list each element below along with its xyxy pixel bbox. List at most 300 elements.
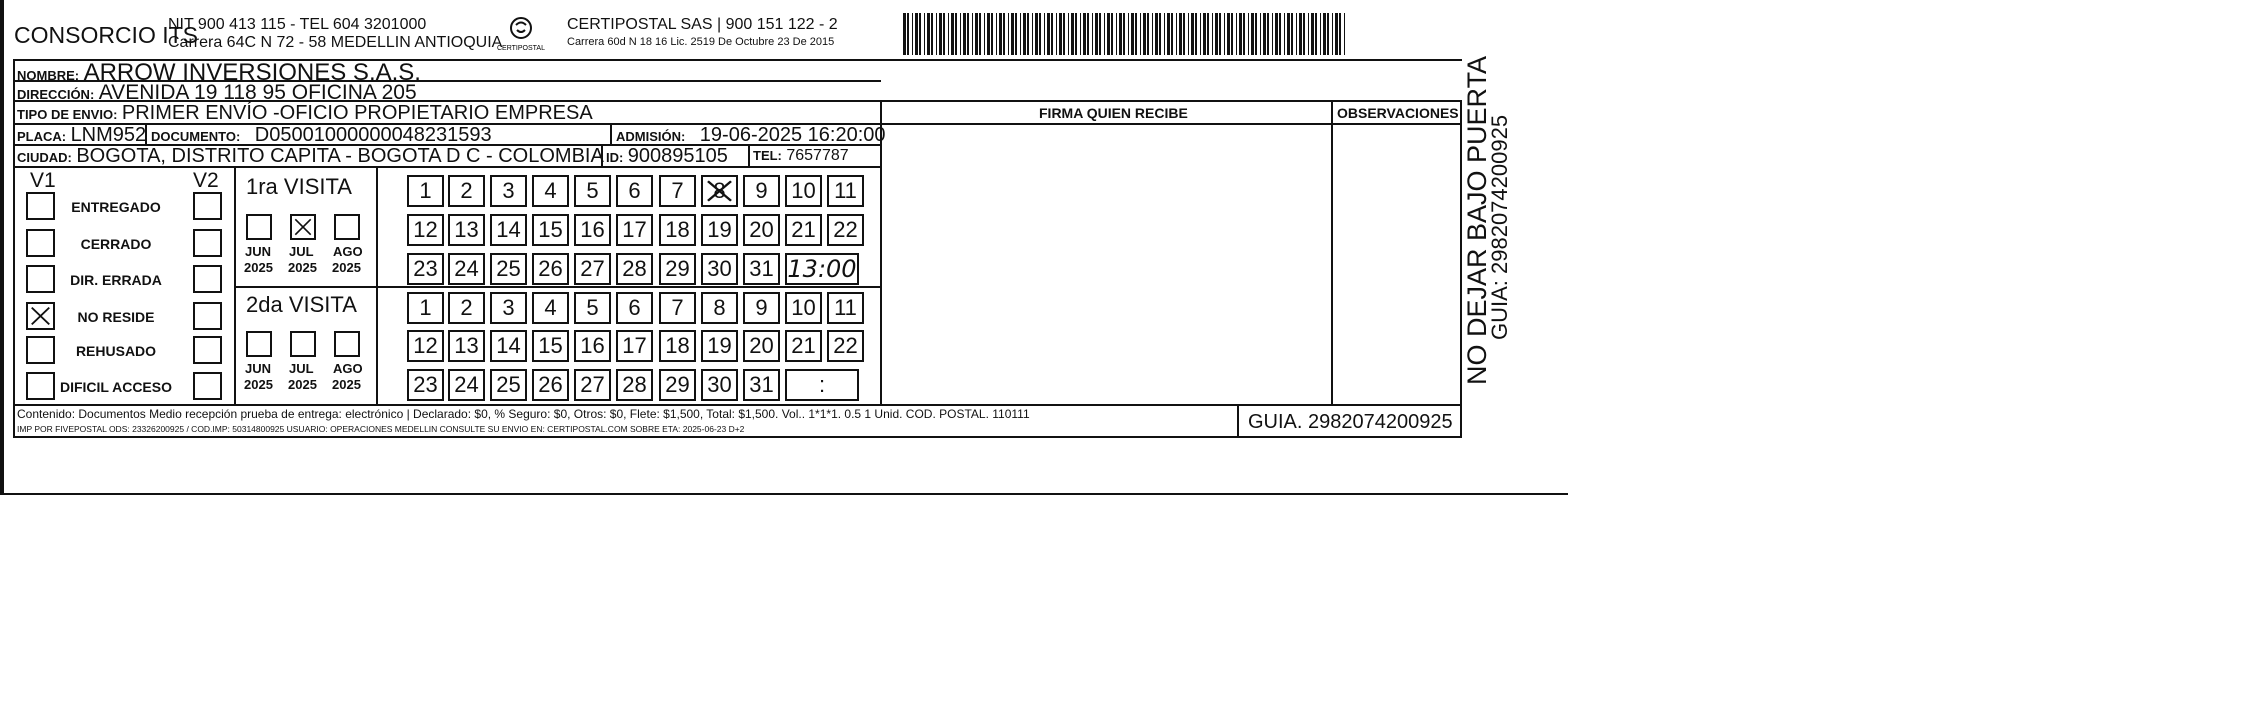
day-number: 3 [502,295,515,320]
paper-left-edge [0,0,4,495]
barcode-bar [1311,13,1314,55]
barcode-bar [1291,13,1293,55]
tel-value: 7657787 [786,147,849,164]
recipient-address: AVENIDA 19 118 95 OFICINA 205 [98,81,417,104]
day-number: 14 [496,333,521,358]
time-box[interactable] [785,253,859,285]
day-box[interactable] [448,214,485,246]
day-number: 5 [586,178,599,203]
day-number: 28 [622,372,647,397]
barcode-bar [1332,13,1333,55]
month-label: JUL [289,244,314,259]
barcode-bar [1275,13,1278,55]
tel-label: TEL: [753,148,782,163]
shipping-type: PRIMER ENVÍO -OFICIO PROPIETARIO EMPRESA [121,102,593,124]
day-number: 25 [496,372,521,397]
barcode-bar [1287,13,1290,55]
day-box[interactable] [701,292,738,324]
col-months-right [376,166,378,405]
day-box[interactable] [407,175,444,207]
day-number: 15 [538,217,563,242]
barcode-bar [1243,13,1245,55]
year-label: 2025 [332,260,361,275]
plate-field [17,125,146,145]
day-number: 18 [665,217,690,242]
certipostal-logo [490,14,552,54]
day-number: 19 [707,217,732,242]
barcode-bar [1203,13,1206,55]
barcode-bar [1239,13,1242,55]
company-nit: NIT 900 413 115 - TEL 604 3201000 [168,16,427,33]
barcode-bar [996,13,997,55]
barcode-bar [1323,13,1326,55]
v2-label: V2 [193,169,219,192]
carrier-name: CERTIPOSTAL SAS | 900 151 122 - 2 [567,16,838,33]
signature-header: FIRMA QUIEN RECIBE [1039,105,1188,121]
barcode-bar [927,13,930,55]
barcode-bar [1099,13,1101,55]
barcode-bar [1104,13,1105,55]
barcode-bar [1027,13,1029,55]
day-number: 18 [665,333,690,358]
v2-checkbox[interactable] [193,192,222,220]
admission-label: ADMISIÓN: [616,129,686,144]
day-box[interactable] [659,253,696,285]
barcode-bar [903,13,906,55]
year-label: 2025 [244,377,273,392]
day-number: 12 [413,217,438,242]
day-box[interactable] [701,330,738,362]
col-observations-left [1331,100,1333,405]
day-box[interactable] [490,292,527,324]
barcode-bar [936,13,937,55]
barcode-bar [1179,13,1182,55]
visit-divider [234,286,881,288]
observations-header: OBSERVACIONES [1337,105,1459,121]
day-box[interactable] [659,175,696,207]
paper-bottom-edge [0,493,1568,495]
day-box[interactable] [490,369,527,401]
day-number: 27 [580,256,605,281]
barcode-bar [1155,13,1158,55]
day-number: 30 [707,256,732,281]
company-address: Carrera 64C N 72 - 58 MEDELLIN ANTIOQUIA [168,34,503,51]
barcode-bar [1200,13,1201,55]
day-box[interactable] [659,330,696,362]
barcode-bar [1299,13,1302,55]
day-box[interactable] [574,369,611,401]
month-label: AGO [333,361,363,376]
day-box[interactable] [616,175,653,207]
day-box[interactable] [616,292,653,324]
barcode-bar [1308,13,1309,55]
day-box[interactable] [448,369,485,401]
footer-top [13,404,1462,406]
day-number: 31 [749,256,774,281]
admission-field [616,125,886,145]
day-box[interactable] [701,214,738,246]
side-guia: GUIA: 2982074200925 [1487,114,1512,340]
barcode-bar [1279,13,1281,55]
col-status-right [234,166,236,405]
day-number: 4 [544,178,557,203]
barcode-bar [1044,13,1045,55]
barcode-bar [1116,13,1117,55]
plate-label: PLACA: [17,129,67,144]
day-box[interactable] [407,253,444,285]
company-name: CONSORCIO ITS [14,22,199,48]
day-number: 25 [496,256,521,281]
time-box[interactable] [785,369,859,401]
recipient-name: ARROW INVERSIONES S.A.S. [83,59,421,86]
barcode-bar [1131,13,1134,55]
barcode-bar [919,13,921,55]
day-number: 22 [833,333,858,358]
barcode-bar [1224,13,1225,55]
plate-value: LNM952 [70,124,147,146]
barcode-bar [1344,13,1345,55]
barcode-bar [1335,13,1338,55]
month-checkbox[interactable] [290,214,316,240]
day-box[interactable] [532,330,569,362]
day-number: 4 [544,295,557,320]
day-number: 31 [749,372,774,397]
day-box[interactable] [743,330,780,362]
day-number: 21 [791,333,816,358]
day-box[interactable] [574,214,611,246]
month-label: JUN [245,361,272,376]
day-number: 20 [749,217,774,242]
day-box[interactable] [659,369,696,401]
day-box[interactable] [616,214,653,246]
day-box[interactable] [785,175,822,207]
v2-checkbox[interactable] [193,372,222,400]
barcode-bar [1191,13,1194,55]
day-box[interactable] [827,292,864,324]
day-box[interactable] [701,253,738,285]
barcode-bar [1107,13,1110,55]
barcode-bar [1236,13,1237,55]
day-box[interactable] [532,253,569,285]
day-box[interactable] [827,214,864,246]
day-number: 2 [460,295,473,320]
day-number: 23 [413,256,438,281]
day-box[interactable] [785,292,822,324]
barcode [903,13,1349,55]
id-value: 900895105 [627,145,728,167]
barcode-bar [948,13,949,55]
barcode-bar [1003,13,1005,55]
day-box[interactable] [532,369,569,401]
barcode-bar [1267,13,1269,55]
year-label: 2025 [244,260,273,275]
year-label: 2025 [288,377,317,392]
day-number: 26 [538,256,563,281]
day-box[interactable] [448,292,485,324]
barcode-bar [1272,13,1273,55]
barcode-bar [1092,13,1093,55]
time-value: : [818,372,826,397]
day-box[interactable] [490,330,527,362]
day-box[interactable] [827,175,864,207]
day-box[interactable] [532,214,569,246]
name-label: NOMBRE: [17,68,80,83]
day-box[interactable] [743,253,780,285]
day-number: 1 [419,295,432,320]
barcode-bar [1008,13,1009,55]
day-box[interactable] [407,214,444,246]
day-number: 7 [671,178,684,203]
day-number: 1 [419,178,432,203]
day-box[interactable] [574,175,611,207]
day-number: 12 [413,333,438,358]
day-box[interactable] [407,369,444,401]
barcode-bar [1176,13,1177,55]
document-label: DOCUMENTO: [151,129,241,144]
barcode-bar [1195,13,1197,55]
shipping-type-row [17,103,593,123]
time-value: 13:00 [787,255,857,283]
footer-imp: IMP POR FIVEPOSTAL ODS: 23326200925 / COD.IMP: 50314800925 USUARIO: OPERACIONES MEDELLIN CONSULTE SU ENVIO EN: CERTIPOSTAL.COM SOBRE ETA: 2025-06-23 D+2 [17,424,745,434]
barcode-bar [1171,13,1173,55]
shipping-type-label: TIPO DE ENVIO: [17,107,118,122]
v2-checkbox[interactable] [193,265,222,293]
barcode-bar [975,13,978,55]
day-number: 11 [834,178,857,203]
footer-guia: GUIA. 2982074200925 [1248,411,1453,433]
v2-checkbox[interactable] [193,229,222,257]
barcode-bar [1015,13,1017,55]
day-number: 8 [713,178,726,203]
barcode-bar [1119,13,1122,55]
day-number: 13 [454,217,479,242]
barcode-bar [1023,13,1026,55]
barcode-bar [960,13,961,55]
col-guia-left [1237,404,1239,437]
footer-content: Contenido: Documentos Medio recepción prueba de entrega: electrónico | Declarado: $0, % Seguro: $0, Otros: $0, Flete: $1,500, Total: $1,500. Vol.. 1*1*1. 0.5 1 Unid. COD. POSTAL. 110111 [17,407,1030,421]
barcode-bar [1083,13,1086,55]
month-checkbox[interactable] [334,331,360,357]
status-label: DIFICIL ACCESO [59,379,172,395]
barcode-bar [1215,13,1218,55]
visit1-title: 1ra VISITA [246,174,352,199]
barcode-bar [1068,13,1069,55]
barcode-bar [912,13,913,55]
day-number: 6 [628,178,641,203]
day-number: 15 [538,333,563,358]
v2-checkbox[interactable] [193,336,222,364]
barcode-bar [1339,13,1341,55]
day-number: 10 [791,295,816,320]
status-label: DIR. ERRADA [70,272,162,288]
month-checkbox[interactable] [246,331,272,357]
day-box[interactable] [532,175,569,207]
day-number: 27 [580,372,605,397]
col-admission-divider [610,123,612,145]
barcode-bar [1315,13,1317,55]
day-number: 13 [454,333,479,358]
barcode-bar [1219,13,1221,55]
day-box[interactable] [743,369,780,401]
day-number: 8 [713,295,726,320]
status-label: CERRADO [80,236,152,252]
day-number: 16 [580,333,605,358]
day-number: 17 [622,333,647,358]
month-label: AGO [333,244,363,259]
barcode-bar [1063,13,1065,55]
barcode-bar [972,13,973,55]
day-number: 16 [580,217,605,242]
day-box[interactable] [574,330,611,362]
day-number: 10 [791,178,816,203]
month-checkbox[interactable] [290,331,316,357]
barcode-bar [1159,13,1161,55]
barcode-bar [1327,13,1329,55]
day-box[interactable] [701,175,738,207]
barcode-bar [1111,13,1113,55]
day-number: 11 [834,295,857,320]
day-number: 29 [665,256,690,281]
barcode-bar [939,13,942,55]
day-box[interactable] [616,253,653,285]
barcode-bar [963,13,966,55]
v2-checkbox[interactable] [193,302,222,330]
day-box[interactable] [659,214,696,246]
day-box[interactable] [659,292,696,324]
barcode-bar [991,13,993,55]
day-box[interactable] [574,292,611,324]
barcode-bar [924,13,925,55]
barcode-bar [1227,13,1230,55]
barcode-bar [1167,13,1170,55]
frame-bottom [13,436,1462,438]
city-label: CIUDAD: [17,150,72,165]
day-number: 2 [460,178,473,203]
barcode-bar [1059,13,1062,55]
day-number: 24 [454,372,479,397]
status-label: REHUSADO [75,343,157,359]
barcode-bar [1320,13,1321,55]
day-box[interactable] [448,253,485,285]
day-box[interactable] [407,292,444,324]
day-box[interactable] [448,175,485,207]
barcode-bar [1095,13,1098,55]
day-number: 28 [622,256,647,281]
day-box[interactable] [743,292,780,324]
month-checkbox[interactable] [246,214,272,240]
year-label: 2025 [288,260,317,275]
year-label: 2025 [332,377,361,392]
barcode-bar [1207,13,1209,55]
day-number: 23 [413,372,438,397]
barcode-bar [1303,13,1305,55]
day-box[interactable] [743,175,780,207]
barcode-bar [1051,13,1053,55]
barcode-bar [1183,13,1185,55]
day-number: 7 [671,295,684,320]
barcode-bar [1263,13,1266,55]
day-number: 9 [755,178,768,203]
barcode-bar [1032,13,1033,55]
month-label: JUN [245,244,272,259]
visit2-title: 2da VISITA [246,292,357,317]
day-number: 24 [454,256,479,281]
day-box[interactable] [785,214,822,246]
barcode-bar [1147,13,1149,55]
barcode-bar [1164,13,1165,55]
barcode-bar [943,13,945,55]
barcode-bar [1140,13,1141,55]
recipient-address-row [17,82,417,103]
barcode-bar [1047,13,1050,55]
day-box[interactable] [743,214,780,246]
day-number: 29 [665,372,690,397]
barcode-bar [1039,13,1041,55]
tel-field [753,148,849,164]
barcode-bar [1080,13,1081,55]
barcode-bar [1135,13,1137,55]
day-check-mark [703,177,736,205]
id-label: ID: [606,150,624,165]
barcode-bar [967,13,969,55]
day-number: 14 [496,217,521,242]
barcode-bar [955,13,957,55]
day-number: 21 [791,217,816,242]
address-label: DIRECCIÓN: [17,87,95,102]
barcode-bar [1248,13,1249,55]
month-label: JUL [289,361,314,376]
day-box[interactable] [490,175,527,207]
barcode-bar [1087,13,1089,55]
day-box[interactable] [827,330,864,362]
carrier-address: Carrera 60d N 18 16 Lic. 2519 De Octubre 23 De 2015 [567,36,835,48]
day-box[interactable] [616,369,653,401]
month-checkbox[interactable] [334,214,360,240]
day-number: 6 [628,295,641,320]
barcode-bar [999,13,1002,55]
day-box[interactable] [574,253,611,285]
day-box[interactable] [490,253,527,285]
day-number: 26 [538,372,563,397]
id-field [606,146,728,166]
barcode-bar [1188,13,1189,55]
barcode-bar [1056,13,1057,55]
day-number: 3 [502,178,515,203]
day-number: 20 [749,333,774,358]
day-number: 9 [755,295,768,320]
day-box[interactable] [532,292,569,324]
day-box[interactable] [701,369,738,401]
day-box[interactable] [785,330,822,362]
city-value: BOGOTA, DISTRITO CAPITA - BOGOTA D C - COLOMBIA [76,145,604,167]
barcode-bar [1255,13,1257,55]
day-box[interactable] [616,330,653,362]
day-number: 5 [586,295,599,320]
day-number: 19 [707,333,732,358]
barcode-bar [1284,13,1285,55]
day-box[interactable] [490,214,527,246]
day-box[interactable] [407,330,444,362]
status-label: ENTREGADO [71,199,161,215]
day-box[interactable] [448,330,485,362]
barcode-bar [1075,13,1077,55]
col-tel-divider [748,144,750,166]
barcode-bar [1128,13,1129,55]
svg-text:CERTIPOSTAL: CERTIPOSTAL [497,45,545,52]
barcode-bar [907,13,909,55]
admission-value: 19-06-2025 16:20:00 [699,124,886,146]
barcode-bar [979,13,981,55]
